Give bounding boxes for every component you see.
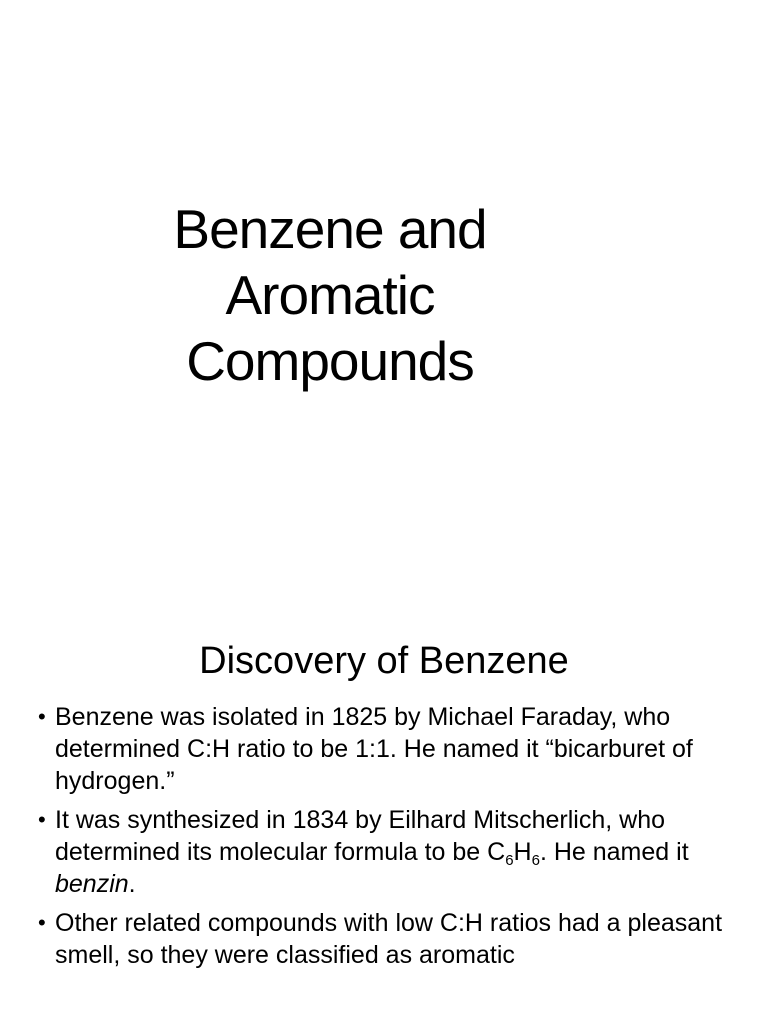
- bullet-text-2-post: . He named it: [539, 838, 689, 866]
- bullet-item-3: [38, 907, 748, 971]
- section-heading: Discovery of Benzene: [199, 640, 569, 682]
- formula-subscript-h: 6: [531, 852, 540, 869]
- formula-subscript-c: 6: [505, 852, 514, 869]
- slide-title: [90, 196, 570, 394]
- italic-benzin: benzin: [55, 870, 129, 898]
- formula-h: H: [513, 838, 532, 866]
- bullet-text-3: Other related compounds with low C:H ratios had a pleasant smell, so they were classified as aromatic: [55, 909, 723, 969]
- title-line-2: Aromatic: [225, 264, 435, 326]
- bullet-item-2: [38, 804, 748, 900]
- bullet-item-1: [38, 701, 748, 797]
- bullet-dot: •: [38, 910, 46, 935]
- bullet-dot: •: [38, 807, 46, 832]
- bullet-list: [38, 701, 748, 978]
- title-line-3: Compounds: [186, 330, 474, 392]
- bullet-text-2-end: .: [128, 870, 136, 898]
- title-line-1: Benzene and: [173, 198, 487, 260]
- bullet-dot: •: [38, 704, 46, 729]
- bullet-text-1: Benzene was isolated in 1825 by Michael Faraday, who determined C:H ratio to be 1:1. He named it “bicarburet of hydrogen.”: [55, 703, 693, 795]
- bullet-text-2-pre: It was synthesized in 1834 by Eilhard Mitscherlich, who determined its molecular formula to be C: [55, 806, 666, 866]
